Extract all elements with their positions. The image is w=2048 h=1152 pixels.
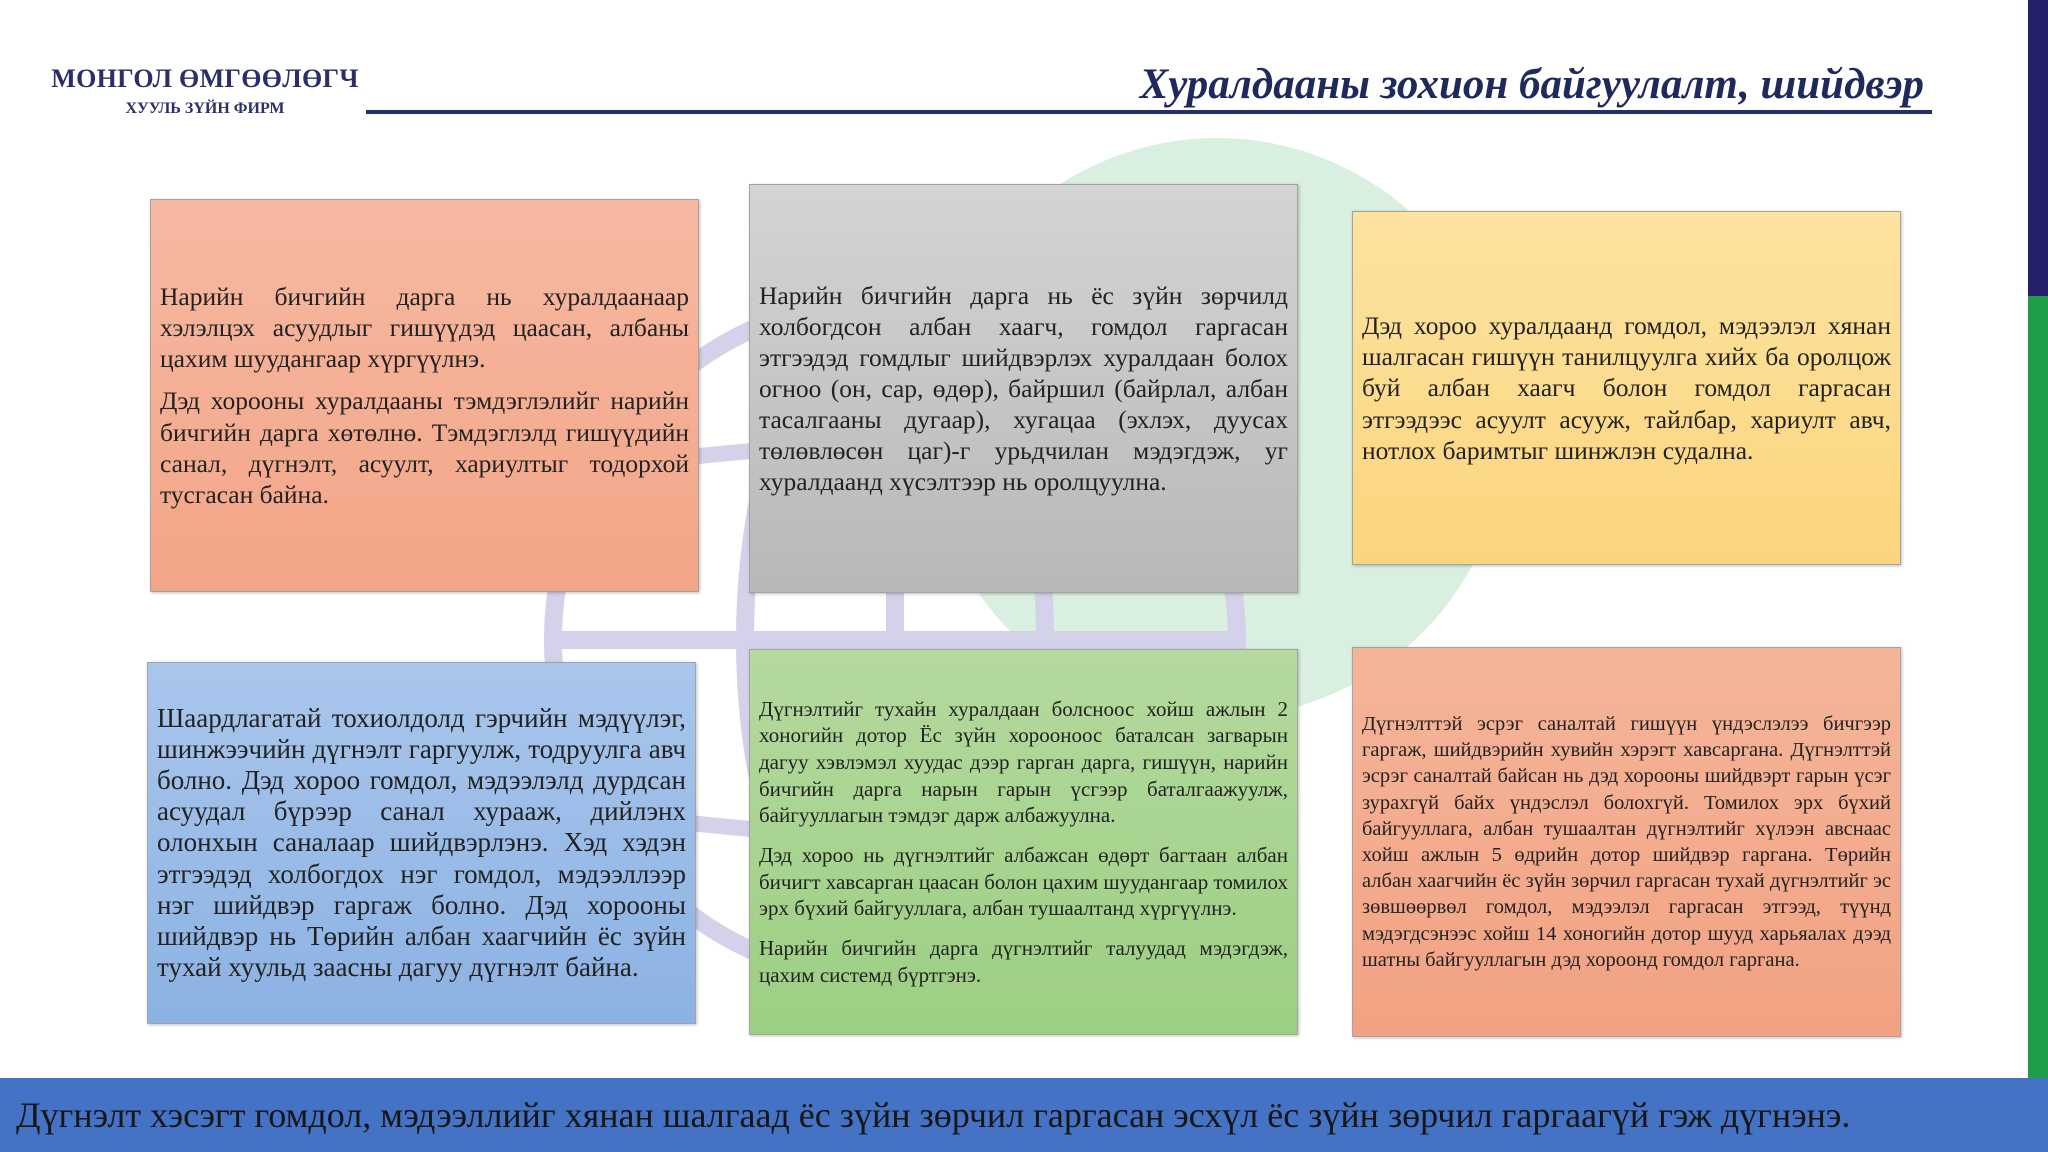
conclusion-banner (0, 1078, 2048, 1152)
box-3-paragraph-1: Дэд хороо хуралдаанд гомдол, мэдээлэл хянан шалгасан гишүүн танилцуулга хийх ба оролцож буй албан хаагч болон гомдол гаргасан этгээдээс асуулт асууж, тайлбар, хариулт авч, нотлох баримтыг шинжлэн судална. (1362, 311, 1891, 465)
title-underline (366, 110, 1932, 114)
box-6-paragraph-1: Дүгнэлттэй эсрэг саналтай гишүүн үндэслэлээ бичгээр гаргаж, шийдвэрийн хувийн хэрэгт хавсаргана. Дүгнэлттэй эсрэг саналтай байсан нь дэд хорооны шийдвэрт гарын үсэг зурахгүй байх үндэслэл болохгүй. Томилох эрх бүхий байгууллага, албан тушаалтан дүгнэлтийг хүлээн авснаас хойш ажлын 5 өдрийн дотор шийдвэр гаргана. Төрийн албан хаагчийн ёс зүйн зөрчил гаргасан тухай дүгнэлтийг эс зөвшөөрвөл гомдол, мэдээлэл гаргасан этгээд, түүнд мэдэгдсэнээс хойш 14 хоногийн дотор шууд харьяалах дээд шатны байгууллагын дэд хороонд гомдол гаргана. (1362, 712, 1891, 971)
edge-bar-navy (2028, 0, 2048, 296)
slide-title: Хуралдааны зохион байгуулалт, шийдвэр (1139, 61, 1924, 108)
logo-subtitle: ХУУЛЬ ЗҮЙН ФИРМ (125, 100, 285, 117)
text-box-6 (1352, 647, 1901, 1037)
box-1-paragraph-1: Нарийн бичгийн дарга нь хуралдаанаар хэлэлцэх асуудлыг гишүүдэд цаасан, албаны цахим шуудангаар хүргүүлнэ. (160, 282, 689, 374)
box-1-paragraph-2: Дэд хорооны хуралдааны тэмдэглэлийг нарийн бичгийн дарга хөтөлнө. Тэмдэглэлд гишүүдийн санал, дүгнэлт, асуулт, хариултыг тодорхой тусгасан байна. (160, 386, 689, 509)
text-box-5 (749, 649, 1298, 1035)
text-box-1 (150, 199, 699, 592)
firm-logo (50, 66, 360, 117)
box-5-paragraph-2: Дэд хороо нь дүгнэлтийг албажсан өдөрт багтаан албан бичигт хавсарган цаасан болон цахим шуудангаар томилох эрх бүхий байгууллага, албан тушаалтанд хүргүүлнэ. (759, 843, 1288, 921)
text-box-2 (749, 184, 1298, 593)
text-box-3 (1352, 211, 1901, 565)
box-4-paragraph-1: Шаардлагатай тохиолдолд гэрчийн мэдүүлэг, шинжээчийн дүгнэлт гаргуулж, тодруулга авч болно. Дэд хороо гомдол, мэдээлэлд дурдсан асуудал бүрээр санал хурааж, дийлэнх олонхын саналаар шийдвэрлэнэ. Хэд хэдэн этгээдэд холбогдох нэг гомдол, мэдээллээр нэг шийдвэр гаргаж болно. Дэд хорооны шийдвэр нь Төрийн албан хаагчийн ёс зүйн тухай хуульд заасны дагуу дүгнэлт байна. (157, 703, 686, 982)
edge-bar-green (2028, 296, 2048, 1078)
box-2-paragraph-1: Нарийн бичгийн дарга нь ёс зүйн зөрчилд холбогдсон албан хаагч, гомдол гаргасан этгээдэд гомдлыг шийдвэрлэх хуралдаан болох огноо (он, сар, өдөр), байршил (байрлал, албан тасалгааны дугаар), хугацаа (эхлэх, дуусах төлөвлөсөн цаг)-г урьдчилан мэдэгдэж, уг хуралдаанд хүсэлтээр нь оролцуулна. (759, 280, 1288, 497)
box-5-paragraph-3: Нарийн бичгийн дарга дүгнэлтийг талуудад мэдэгдэж, цахим системд бүртгэнэ. (759, 935, 1288, 987)
text-box-4 (147, 662, 696, 1024)
conclusion-text: Дүгнэлт хэсэгт гомдол, мэдээллийг хянан шалгаад ёс зүйн зөрчил гаргасан эсхүл ёс зүйн зөрчил гаргаагүй гэж дүгнэнэ. (16, 1095, 1851, 1135)
logo-name: МОНГОЛ ӨМГӨӨЛӨГЧ (51, 64, 359, 93)
box-5-paragraph-1: Дүгнэлтийг тухайн хуралдаан болсноос хойш ажлын 2 хоногийн дотор Ёс зүйн хорооноос баталсан загварын дагуу хэвлэмэл хуудас дээр гарган дарга, гишүүн, нарийн бичгийн дарга нарын гарын үсгээр баталгаажуулж, байгууллагын тэмдэг дарж албажуулна. (759, 696, 1288, 828)
